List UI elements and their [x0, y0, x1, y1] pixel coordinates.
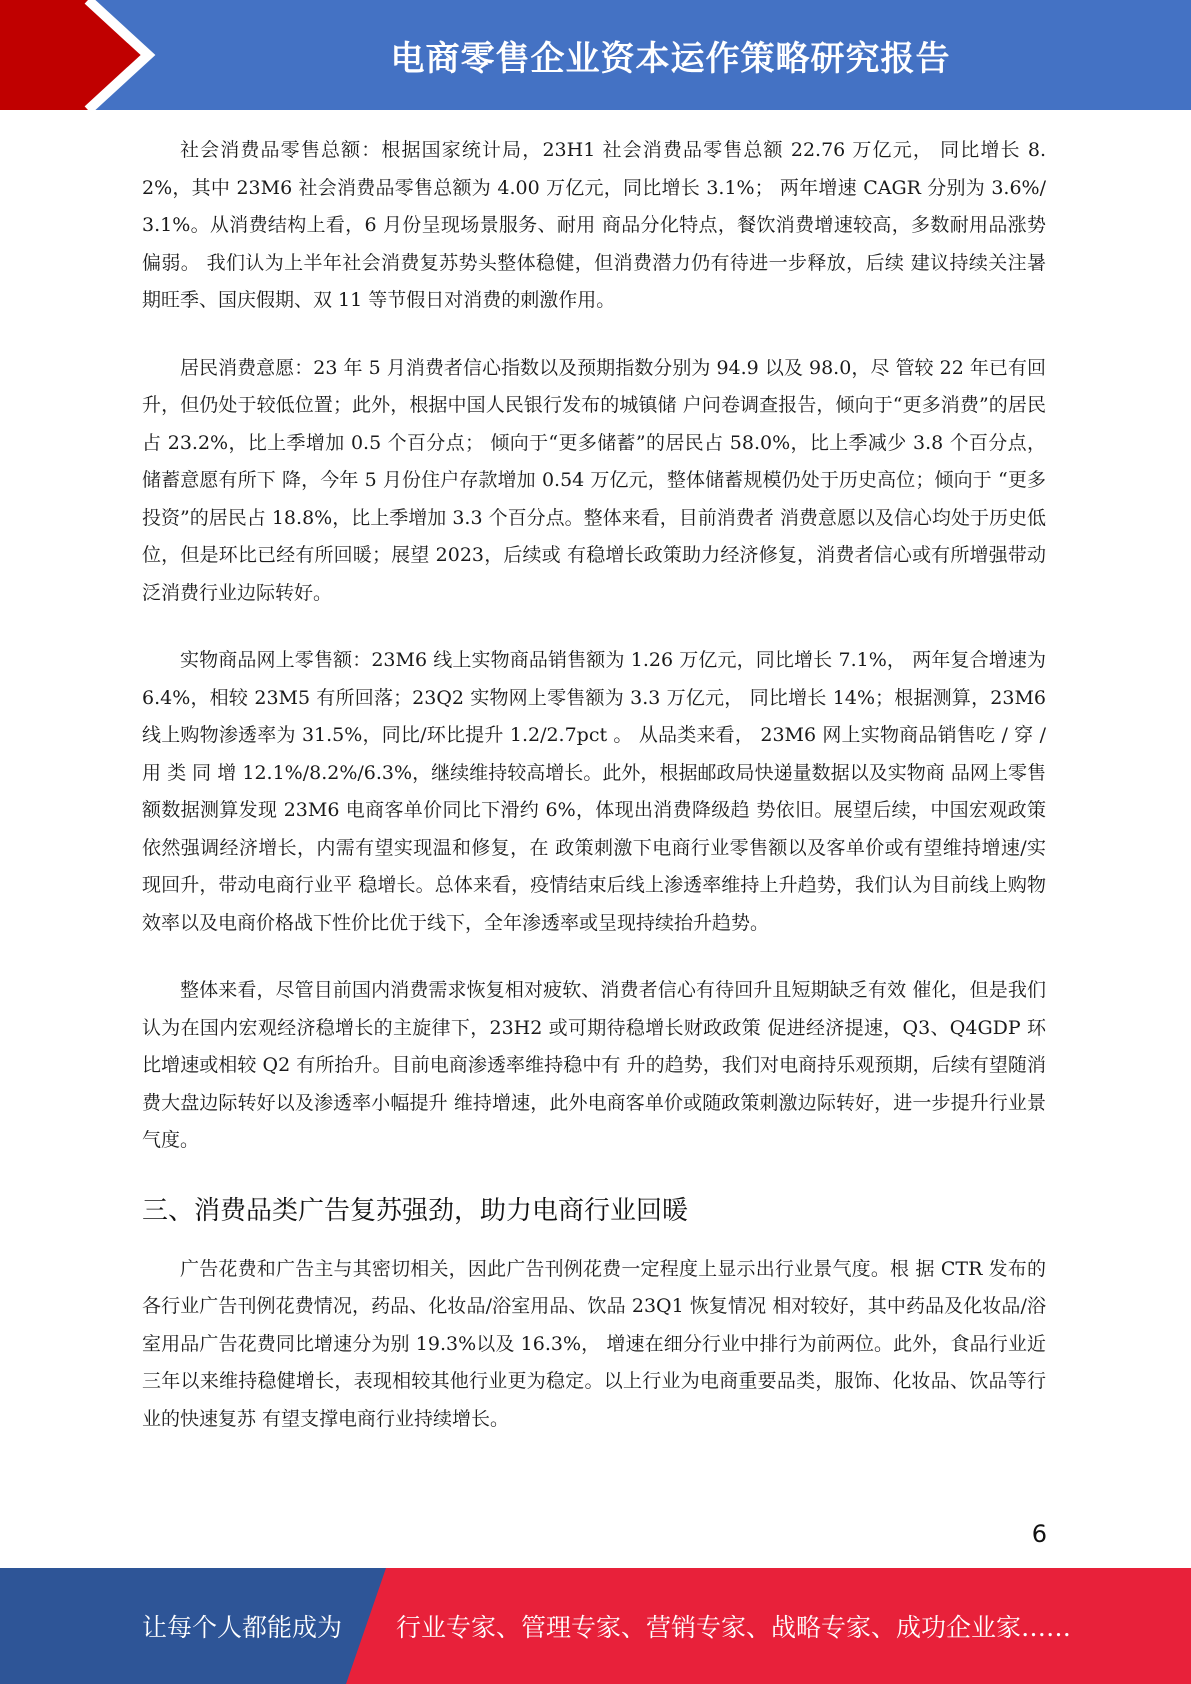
- paragraph-advertising: 广告花费和广告主与其密切相关，因此广告刊例花费一定程度上显示出行业景气度。根 据 CTR 发布的各行业广告刊例花费情况，药品、化妆品/浴室用品、饮品 23Q1 恢复情况 相对较好，其中药品及化妆品/浴室用品广告花费同比增速分为别 19.3%以及 16.3%， 增速在细分行业中排行为前两位。此外，食品行业近三年以来维持稳健增长，表现相较其他行业更为稳定。以上行业为电商重要品类，服饰、化妆品、饮品等行业的快速复苏 有望支撑电商行业持续增长。: [142, 1257, 1046, 1430]
- main-content: [142, 132, 1046, 1468]
- header-red-arrow: [0, 0, 148, 110]
- document-title: 电商零售企业资本运作策略研究报告: [390, 38, 951, 79]
- paragraph-online-retail: 实物商品网上零售额：23M6 线上实物商品销售额为 1.26 万亿元，同比增长 7.1%， 两年复合增速为 6.4%，相较 23M5 有所回落；23Q2 实物网上零售额为 3.3 万亿元， 同比增长 14%；根据测算，23M6 线上购物渗透率为 31.5%，同比/环比提升 1.2/2.7pct 。 从品类来看， 23M6 网上实物商品销售吃 / 穿 / 用 类 同 增 12.1%/8.2%/6.3%，继续维持较高增长。此外，根据邮政局快递量数据以及实物商 品网上零售额数据测算发现 23M6 电商客单价同比下滑约 6%，体现出消费降级趋 势依旧。展望后续，中国宏观政策依然强调经济增长，内需有望实现温和修复，在 政策刺激下电商行业零售额以及客单价或有望维持增速/实现回升，带动电商行业平 稳增长。总体来看，疫情结束后线上渗透率维持上升趋势，我们认为目前线上购物 效率以及电商价格战下性价比优于线下，全年渗透率或呈现持续抬升趋势。: [142, 649, 1046, 934]
- page-footer: [0, 1568, 1191, 1684]
- paragraph-overall-outlook: 整体来看，尽管目前国内消费需求恢复相对疲软、消费者信心有待回升且短期缺乏有效 催化，但是我们认为在国内宏观经济稳增长的主旋律下，23H2 或可期待稳增长财政政策 促进经济提速，Q3、Q4GDP 环比增速或相较 Q2 有所抬升。目前电商渗透率维持稳中有 升的趋势，我们对电商持乐观预期，后续有望随消费大盘边际转好以及渗透率小幅提升 维持增速，此外电商客单价或随政策刺激边际转好，进一步提升行业景气度。: [142, 979, 1046, 1151]
- footer-slogan-right: 行业专家、管理专家、营销专家、战略专家、成功企业家……: [396, 1613, 1072, 1642]
- page-number: 6: [1031, 1520, 1047, 1548]
- section-heading: 三、消费品类广告复苏强劲，助力电商行业回暖: [142, 1195, 689, 1226]
- footer-slogan-left: 让每个人都能成为: [142, 1613, 343, 1642]
- page-header: [0, 0, 1191, 110]
- paragraph-retail-sales: 社会消费品零售总额：根据国家统计局，23H1 社会消费品零售总额 22.76 万亿元， 同比增长 8.2%，其中 23M6 社会消费品零售总额为 4.00 万亿元，同比增长 3.1%； 两年增速 CAGR 分别为 3.6%/3.1%。从消费结构上看，6 月份呈现场景服务、耐用 商品分化特点，餐饮消费增速较高，多数耐用品涨势偏弱。 我们认为上半年社会消费复苏势头整体稳健，但消费潜力仍有待进一步释放，后续 建议持续关注暑期旺季、国庆假期、双 11 等节假日对消费的刺激作用。: [142, 139, 1046, 311]
- paragraph-consumer-willingness: 居民消费意愿：23 年 5 月消费者信心指数以及预期指数分别为 94.9 以及 98.0，尽 管较 22 年已有回升，但仍处于较低位置；此外，根据中国人民银行发布的城镇储 户问卷调查报告，倾向于“更多消费”的居民占 23.2%，比上季增加 0.5 个百分点； 倾向于“更多储蓄”的居民占 58.0%，比上季减少 3.8 个百分点，储蓄意愿有所下 降，今年 5 月份住户存款增加 0.54 万亿元，整体储蓄规模仍处于历史高位；倾向于 “更多投资”的居民占 18.8%，比上季增加 3.3 个百分点。整体来看，目前消费者 消费意愿以及信心均处于历史低位，但是环比已经有所回暖；展望 2023，后续或 有稳增长政策助力经济修复，消费者信心或有所增强带动泛消费行业边际转好。: [142, 356, 1046, 604]
